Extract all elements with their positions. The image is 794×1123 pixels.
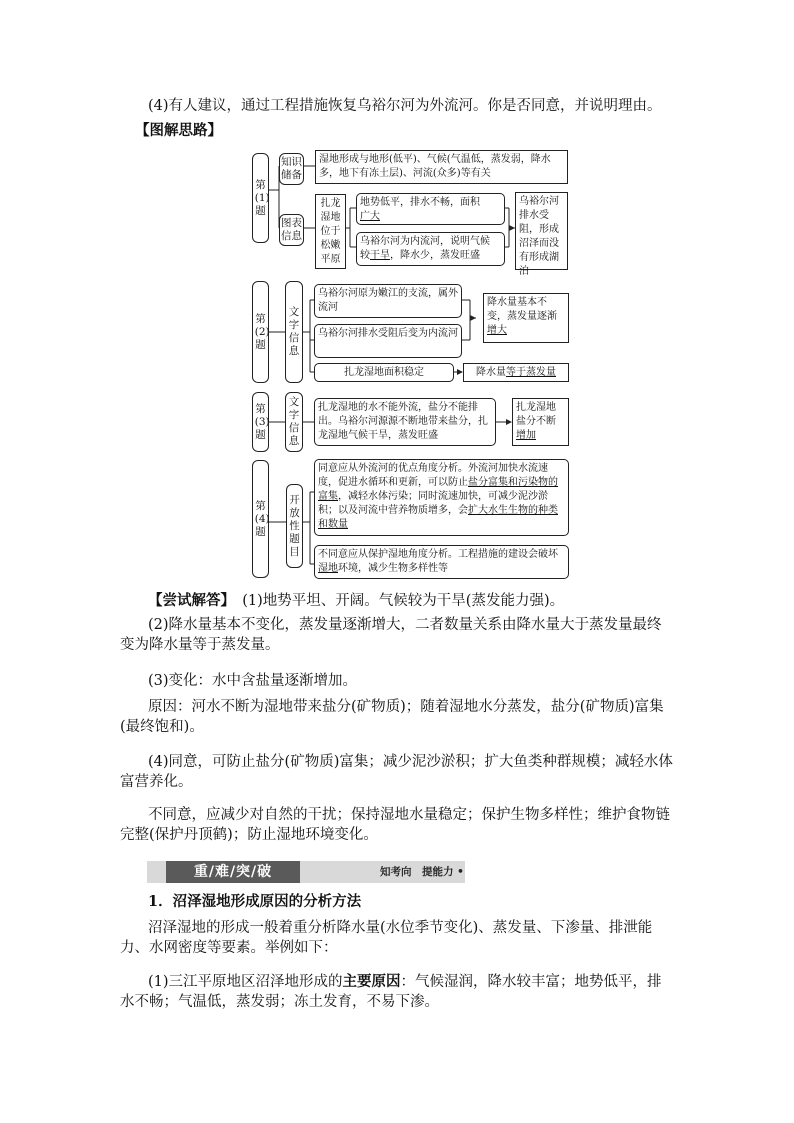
diagram-heading: 【图解思路】 (135, 122, 222, 139)
q1-terrain-box: 地势低平，排水不畅，面积 广大 (356, 193, 505, 225)
answer-3-reason: 原因：河水不断为湿地带来盐分(矿物质)；随着湿地水分蒸发，盐分(矿物质)富集(最终饱和)。 (120, 699, 664, 735)
q1-result-box: 乌裕尔河排水受阻，形成沼泽而没有形成湖泊 (515, 192, 568, 270)
section-banner-subtitle: 知考向 提能力 • (380, 866, 464, 878)
section-1-intro: 沼泽湿地的形成一般着重分析降水量(水位季节变化)、蒸发量、下渗量、排泄能力、水网密度等要素。举例如下： (120, 920, 653, 956)
section-1-example: (1)三江平原地区沼泽地形成的主要原因：气候湿润，降水较丰富；地势低平，排水不畅；气温低，蒸发弱；冻土发育，不易下渗。 (120, 973, 662, 1010)
answer-1: 【尝试解答】 (1)地势平坦、开阔。气候较为干旱(蒸发能力强)。 (148, 592, 565, 609)
q4-open-label: 开放性题目 (286, 484, 303, 568)
q2-label: 第(2)题 (252, 281, 269, 383)
q2-result-2: 降水量等于蒸发量 (463, 363, 569, 382)
q2-result-1: 降水量基本不变，蒸发量逐渐增大 (483, 293, 569, 343)
bullet-icon: • (457, 866, 464, 878)
answer-4-disagree: 不同意，应减少对自然的干扰；保持湿地水量稳定；保护生物多样性；维护食物链完整(保护丹顶鹤)；防止湿地环境变化。 (120, 807, 670, 843)
answer-2: (2)降水量基本不变化，蒸发量逐渐增大，二者数量关系由降水量大于蒸发量最终变为降水量等于蒸发量。 (120, 617, 662, 653)
q2-info-3: 扎龙湿地面积稳定 (314, 363, 454, 382)
section-banner-title: 重/难/突/破 (166, 861, 300, 883)
answer-4: (4)同意，可防止盐分(矿物质)富集；减少泥沙淤积；扩大鱼类种群规模；减轻水体富营养化。 (120, 754, 673, 790)
q1-label: 第(1)题 (252, 153, 269, 243)
q4-agree: 同意应从外流河的优点角度分析。外流河加快水流速度，促进水循环和更新，可以防止盐分富集和污染物的富集，减轻水体污染；同时流速加快，可减少泥沙淤积；以及河流中营养物质增多，会扩大水生生物的种类和数量 (314, 459, 569, 536)
q1-knowledge-label: 知识储备 (279, 153, 304, 185)
q3-text-label: 文字信息 (285, 392, 303, 452)
q1-chart-label: 图表信息 (279, 214, 304, 246)
q4-disagree: 不同意应从保护湿地角度分析。工程措施的建设会破坏湿地环境，减少生物多样性等 (314, 545, 569, 579)
q2-info-2: 乌裕尔河排水受阻后变为内流河 (314, 324, 462, 358)
q4-label: 第(4)题 (252, 460, 269, 578)
q1-river-box: 乌裕尔河为内流河，说明气候 较干旱，降水少，蒸发旺盛 (356, 232, 505, 266)
q3-result: 扎龙湿地盐分不断增加 (512, 398, 569, 446)
question-4: (4)有人建议，通过工程措施恢复乌裕尔河为外流河。你是否同意，并说明理由。 (148, 98, 662, 114)
answer-3: (3)变化：水中含盐量逐渐增加。 (148, 673, 358, 689)
q2-info-1: 乌裕尔河原为嫩江的支流，属外流河 (314, 284, 462, 318)
q1-knowledge-text: 湿地形成与地形(低平)、气候(气温低，蒸发弱，降水多，地下有冻土层)、河流(众多)等有关 (315, 150, 568, 184)
q3-label: 第(3)题 (252, 392, 269, 452)
q3-info: 扎龙湿地的水不能外流，盐分不能排出。乌裕尔河源源不断地带来盐分，扎龙湿地气候干旱，蒸发旺盛 (314, 398, 496, 446)
section-1-title: 1．沼泽湿地形成原因的分析方法 (148, 893, 362, 910)
q2-text-label: 文字信息 (285, 281, 303, 383)
q1-location-text: 扎龙湿地位于松嫩平原 (315, 194, 346, 269)
